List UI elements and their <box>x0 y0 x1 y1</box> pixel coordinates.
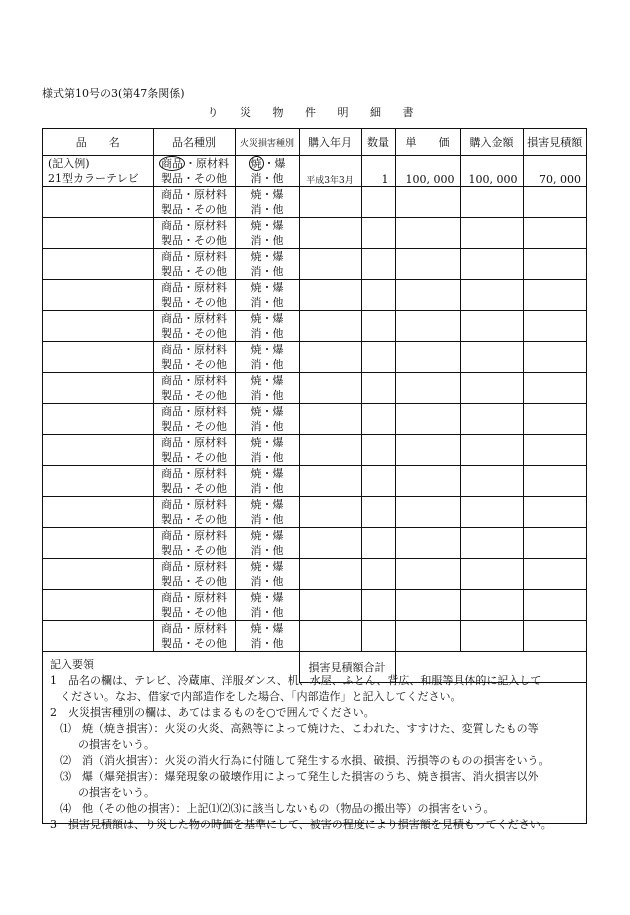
type-cell[interactable] <box>153 311 235 342</box>
type-cell[interactable] <box>153 497 235 528</box>
type-option-line2: 製品・その他 <box>161 482 227 495</box>
table-row <box>43 590 586 621</box>
table-row <box>43 528 586 559</box>
quantity-cell[interactable] <box>361 528 395 559</box>
example-damage-rest: ・爆 <box>263 157 286 170</box>
name-cell[interactable] <box>43 218 153 249</box>
example-unit-price: 100, 000 <box>395 156 460 187</box>
type-option-line2: 製品・その他 <box>161 389 227 402</box>
unit-price-cell[interactable] <box>395 218 460 249</box>
name-cell[interactable] <box>43 249 153 280</box>
damage-option-line2: 消・他 <box>250 420 284 433</box>
damage-option-line1: 焼・爆 <box>250 405 284 418</box>
quantity-cell[interactable] <box>361 466 395 497</box>
quantity-cell[interactable] <box>361 404 395 435</box>
estimated-damage-cell[interactable] <box>523 373 586 404</box>
damage-option-line2: 消・他 <box>250 544 284 557</box>
damage-option-line2: 消・他 <box>250 451 284 464</box>
example-name-cell <box>43 156 153 187</box>
purchase-amount-cell[interactable] <box>460 528 523 559</box>
purchase-date-cell[interactable] <box>299 373 361 404</box>
type-option-line2: 製品・その他 <box>161 265 227 278</box>
damage-type-cell[interactable] <box>235 621 299 652</box>
purchase-date-cell[interactable] <box>299 249 361 280</box>
purchase-date-cell[interactable] <box>299 342 361 373</box>
estimated-damage-cell[interactable] <box>523 435 586 466</box>
table-row <box>43 280 586 311</box>
type-option-line2: 製品・その他 <box>161 637 227 650</box>
quantity-cell[interactable] <box>361 280 395 311</box>
type-cell[interactable] <box>153 466 235 497</box>
example-damage-line2: 消・他 <box>250 172 284 185</box>
type-cell[interactable] <box>153 435 235 466</box>
quantity-cell[interactable] <box>361 590 395 621</box>
table-row <box>43 311 586 342</box>
damage-type-cell[interactable] <box>235 590 299 621</box>
type-option-line1: 商品・原材料 <box>161 343 227 356</box>
unit-price-cell[interactable] <box>395 528 460 559</box>
quantity-cell[interactable] <box>361 218 395 249</box>
example-type-rest: ・原材料 <box>185 157 229 170</box>
example-purchase-date: 平成3年3月 <box>299 156 361 187</box>
damage-type-cell[interactable] <box>235 559 299 590</box>
unit-price-cell[interactable] <box>395 435 460 466</box>
unit-price-cell[interactable] <box>395 311 460 342</box>
damage-option-line2: 消・他 <box>250 482 284 495</box>
purchase-amount-cell[interactable] <box>460 342 523 373</box>
damage-option-line1: 焼・爆 <box>250 498 284 511</box>
type-cell[interactable] <box>153 621 235 652</box>
type-option-line2: 製品・その他 <box>161 451 227 464</box>
damage-option-line1: 焼・爆 <box>250 560 284 573</box>
damage-table <box>43 129 586 683</box>
unit-price-cell[interactable] <box>395 621 460 652</box>
unit-price-cell[interactable] <box>395 466 460 497</box>
damage-option-line2: 消・他 <box>250 203 284 216</box>
type-option-line2: 製品・その他 <box>161 234 227 247</box>
type-option-line1: 商品・原材料 <box>161 219 227 232</box>
col-header-purchase-date: 購入年月 <box>299 129 361 156</box>
form-number: 様式第10号の3(第47条関係) <box>42 87 185 100</box>
estimated-damage-cell[interactable] <box>523 187 586 218</box>
damage-detail-sheet <box>42 128 587 831</box>
type-option-line2: 製品・その他 <box>161 327 227 340</box>
quantity-cell[interactable] <box>361 621 395 652</box>
name-cell[interactable] <box>43 466 153 497</box>
quantity-cell[interactable] <box>361 497 395 528</box>
purchase-date-cell[interactable] <box>299 621 361 652</box>
damage-option-line2: 消・他 <box>250 389 284 402</box>
quantity-cell[interactable] <box>361 249 395 280</box>
note-1: 1 品名の欄は、テレビ、冷蔵庫、洋服ダンス、机、水屋、ふとん、背広、和服等具体的に記入して <box>50 674 542 687</box>
col-header-name: 品 名 <box>43 129 153 156</box>
table-row <box>43 559 586 590</box>
document-title: り 災 物 件 明 細 書 <box>207 106 423 119</box>
col-header-purchase-amount: 購入金額 <box>460 129 523 156</box>
damage-option-line2: 消・他 <box>250 513 284 526</box>
total-label: 損害見積額合計 <box>299 652 395 683</box>
estimated-damage-cell[interactable] <box>523 590 586 621</box>
damage-type-cell[interactable] <box>235 249 299 280</box>
damage-type-cell[interactable] <box>235 311 299 342</box>
name-cell[interactable] <box>43 590 153 621</box>
damage-option-line2: 消・他 <box>250 358 284 371</box>
type-option-line1: 商品・原材料 <box>161 560 227 573</box>
name-cell[interactable] <box>43 373 153 404</box>
type-cell[interactable] <box>153 187 235 218</box>
note-1-cont: ください。なお、借家で内部造作をした場合、「内部造作」と記入してください。 <box>60 690 462 703</box>
damage-option-line1: 焼・爆 <box>250 219 284 232</box>
damage-option-line1: 焼・爆 <box>250 250 284 263</box>
damage-option-line1: 焼・爆 <box>250 374 284 387</box>
damage-option-line2: 消・他 <box>250 637 284 650</box>
purchase-amount-cell[interactable] <box>460 590 523 621</box>
type-cell[interactable] <box>153 249 235 280</box>
table-row <box>43 187 586 218</box>
damage-type-cell[interactable] <box>235 435 299 466</box>
type-option-line1: 商品・原材料 <box>161 622 227 635</box>
type-option-line2: 製品・その他 <box>161 296 227 309</box>
purchase-date-cell[interactable] <box>299 280 361 311</box>
type-option-line1: 商品・原材料 <box>161 436 227 449</box>
purchase-amount-cell[interactable] <box>460 280 523 311</box>
damage-option-line2: 消・他 <box>250 575 284 588</box>
purchase-amount-cell[interactable] <box>460 497 523 528</box>
example-damage-cell <box>235 156 299 187</box>
damage-option-line1: 焼・爆 <box>250 467 284 480</box>
type-option-line1: 商品・原材料 <box>161 405 227 418</box>
unit-price-cell[interactable] <box>395 497 460 528</box>
type-option-line1: 商品・原材料 <box>161 467 227 480</box>
table-row <box>43 466 586 497</box>
table-row <box>43 249 586 280</box>
damage-type-cell[interactable] <box>235 218 299 249</box>
example-estimated-damage: 70, 000 <box>523 156 586 187</box>
type-option-line1: 商品・原材料 <box>161 312 227 325</box>
table-row <box>43 404 586 435</box>
example-purchase-amount: 100, 000 <box>460 156 523 187</box>
estimated-damage-cell[interactable] <box>523 497 586 528</box>
damage-option-line1: 焼・爆 <box>250 529 284 542</box>
purchase-date-cell[interactable] <box>299 404 361 435</box>
table-row <box>43 497 586 528</box>
notes-heading: 記入要領 <box>50 658 94 671</box>
damage-option-line2: 消・他 <box>250 327 284 340</box>
type-cell[interactable] <box>153 404 235 435</box>
name-cell[interactable] <box>43 497 153 528</box>
damage-option-line1: 焼・爆 <box>250 436 284 449</box>
purchase-amount-cell[interactable] <box>460 187 523 218</box>
col-header-quantity: 数量 <box>361 129 395 156</box>
purchase-amount-cell[interactable] <box>460 218 523 249</box>
type-option-line2: 製品・その他 <box>161 358 227 371</box>
name-cell[interactable] <box>43 528 153 559</box>
purchase-date-cell[interactable] <box>299 590 361 621</box>
type-option-line2: 製品・その他 <box>161 513 227 526</box>
type-option-line1: 商品・原材料 <box>161 591 227 604</box>
purchase-date-cell[interactable] <box>299 187 361 218</box>
example-label: (記入例) <box>48 157 90 170</box>
purchase-amount-cell[interactable] <box>460 311 523 342</box>
type-cell[interactable] <box>153 528 235 559</box>
quantity-cell[interactable] <box>361 373 395 404</box>
example-circled-damage: 焼 <box>250 157 262 170</box>
unit-price-cell[interactable] <box>395 249 460 280</box>
quantity-cell[interactable] <box>361 435 395 466</box>
estimated-damage-cell[interactable] <box>523 342 586 373</box>
quantity-cell[interactable] <box>361 559 395 590</box>
type-cell[interactable] <box>153 590 235 621</box>
type-option-line1: 商品・原材料 <box>161 498 227 511</box>
purchase-date-cell[interactable] <box>299 559 361 590</box>
purchase-date-cell[interactable] <box>299 528 361 559</box>
col-header-damage-type: 火災損害種別 <box>235 129 299 156</box>
type-option-line2: 製品・その他 <box>161 606 227 619</box>
estimated-damage-cell[interactable] <box>523 621 586 652</box>
table-row <box>43 373 586 404</box>
unit-price-cell[interactable] <box>395 404 460 435</box>
damage-type-cell[interactable] <box>235 373 299 404</box>
damage-option-line1: 焼・爆 <box>250 188 284 201</box>
note-2: 2 火災損害種別の欄は、あてはまるものを○で囲んでください。 <box>50 706 375 719</box>
unit-price-cell[interactable] <box>395 342 460 373</box>
type-cell[interactable] <box>153 559 235 590</box>
table-header-row <box>43 129 586 156</box>
damage-option-line2: 消・他 <box>250 296 284 309</box>
name-cell[interactable] <box>43 435 153 466</box>
quantity-cell[interactable] <box>361 187 395 218</box>
type-option-line1: 商品・原材料 <box>161 188 227 201</box>
purchase-amount-cell[interactable] <box>460 249 523 280</box>
purchase-date-cell[interactable] <box>299 497 361 528</box>
damage-type-cell[interactable] <box>235 280 299 311</box>
purchase-amount-cell[interactable] <box>460 466 523 497</box>
damage-type-cell[interactable] <box>235 187 299 218</box>
note-3: 3 損害見積額は、り災した物の時価を基準にして、被害の程度により損害額を見積もってください。 <box>50 818 552 831</box>
table-row <box>43 218 586 249</box>
note-2-3-cont: の損害をいう。 <box>78 786 155 799</box>
purchase-amount-cell[interactable] <box>460 621 523 652</box>
quantity-cell[interactable] <box>361 342 395 373</box>
instructions <box>50 657 585 833</box>
example-item-name: 21型カラーテレビ <box>48 172 139 185</box>
unit-price-cell[interactable] <box>395 559 460 590</box>
estimated-damage-cell[interactable] <box>523 404 586 435</box>
example-circled-type: 商品 <box>161 157 183 170</box>
purchase-date-cell[interactable] <box>299 311 361 342</box>
unit-price-cell[interactable] <box>395 373 460 404</box>
name-cell[interactable] <box>43 280 153 311</box>
name-cell[interactable] <box>43 311 153 342</box>
type-option-line2: 製品・その他 <box>161 203 227 216</box>
table-row <box>43 342 586 373</box>
example-quantity: 1 <box>361 156 395 187</box>
type-option-line2: 製品・その他 <box>161 575 227 588</box>
purchase-amount-cell[interactable] <box>460 435 523 466</box>
estimated-damage-cell[interactable] <box>523 311 586 342</box>
note-2-4: ⑷ 他（その他の損害）：上記⑴⑵⑶に該当しないもの（物品の搬出等）の損害をいう。 <box>60 802 495 815</box>
type-option-line1: 商品・原材料 <box>161 529 227 542</box>
name-cell[interactable] <box>43 187 153 218</box>
name-cell[interactable] <box>43 404 153 435</box>
estimated-damage-cell[interactable] <box>523 218 586 249</box>
type-cell[interactable] <box>153 280 235 311</box>
name-cell[interactable] <box>43 621 153 652</box>
damage-option-line2: 消・他 <box>250 265 284 278</box>
estimated-damage-cell[interactable] <box>523 249 586 280</box>
damage-type-cell[interactable] <box>235 342 299 373</box>
col-header-type: 品名種別 <box>153 129 235 156</box>
purchase-date-cell[interactable] <box>299 466 361 497</box>
purchase-amount-cell[interactable] <box>460 559 523 590</box>
type-option-line2: 製品・その他 <box>161 420 227 433</box>
col-header-unit-price: 単 価 <box>395 129 460 156</box>
example-row <box>43 156 586 187</box>
unit-price-cell[interactable] <box>395 280 460 311</box>
col-header-estimated-damage: 損害見積額 <box>523 129 586 156</box>
damage-option-line2: 消・他 <box>250 234 284 247</box>
table-row <box>43 435 586 466</box>
damage-option-line1: 焼・爆 <box>250 343 284 356</box>
purchase-amount-cell[interactable] <box>460 404 523 435</box>
type-option-line1: 商品・原材料 <box>161 374 227 387</box>
note-2-2: ⑵ 消（消火損害）：火災の消火行為に付随して発生する水損、破損、汚損等のものの損害をいう。 <box>60 754 550 767</box>
damage-type-cell[interactable] <box>235 528 299 559</box>
damage-option-line2: 消・他 <box>250 606 284 619</box>
damage-option-line1: 焼・爆 <box>250 312 284 325</box>
type-option-line1: 商品・原材料 <box>161 281 227 294</box>
damage-type-cell[interactable] <box>235 404 299 435</box>
type-cell[interactable] <box>153 342 235 373</box>
unit-price-cell[interactable] <box>395 187 460 218</box>
estimated-damage-cell[interactable] <box>523 528 586 559</box>
damage-type-cell[interactable] <box>235 466 299 497</box>
example-type-line2: 製品・その他 <box>161 172 227 185</box>
type-option-line1: 商品・原材料 <box>161 250 227 263</box>
type-option-line2: 製品・その他 <box>161 544 227 557</box>
note-2-1-cont: の損害をいう。 <box>78 738 155 751</box>
quantity-cell[interactable] <box>361 311 395 342</box>
damage-option-line1: 焼・爆 <box>250 281 284 294</box>
unit-price-cell[interactable] <box>395 590 460 621</box>
estimated-damage-cell[interactable] <box>523 280 586 311</box>
purchase-amount-cell[interactable] <box>460 373 523 404</box>
purchase-date-cell[interactable] <box>299 218 361 249</box>
table-row <box>43 621 586 652</box>
type-cell[interactable] <box>153 373 235 404</box>
note-2-1: ⑴ 焼（焼き損害）：火災の火炎、高熱等によって焼けた、こわれた、すすけた、変質したもの等 <box>60 722 539 735</box>
purchase-date-cell[interactable] <box>299 435 361 466</box>
name-cell[interactable] <box>43 342 153 373</box>
type-cell[interactable] <box>153 218 235 249</box>
estimated-damage-cell[interactable] <box>523 466 586 497</box>
name-cell[interactable] <box>43 559 153 590</box>
damage-option-line1: 焼・爆 <box>250 622 284 635</box>
estimated-damage-cell[interactable] <box>523 559 586 590</box>
note-2-3: ⑶ 爆（爆発損害）：爆発現象の破壊作用によって発生した損害のうち、焼き損害、消火損害以外 <box>60 770 539 783</box>
damage-type-cell[interactable] <box>235 497 299 528</box>
example-type-cell <box>153 156 235 187</box>
damage-option-line1: 焼・爆 <box>250 591 284 604</box>
